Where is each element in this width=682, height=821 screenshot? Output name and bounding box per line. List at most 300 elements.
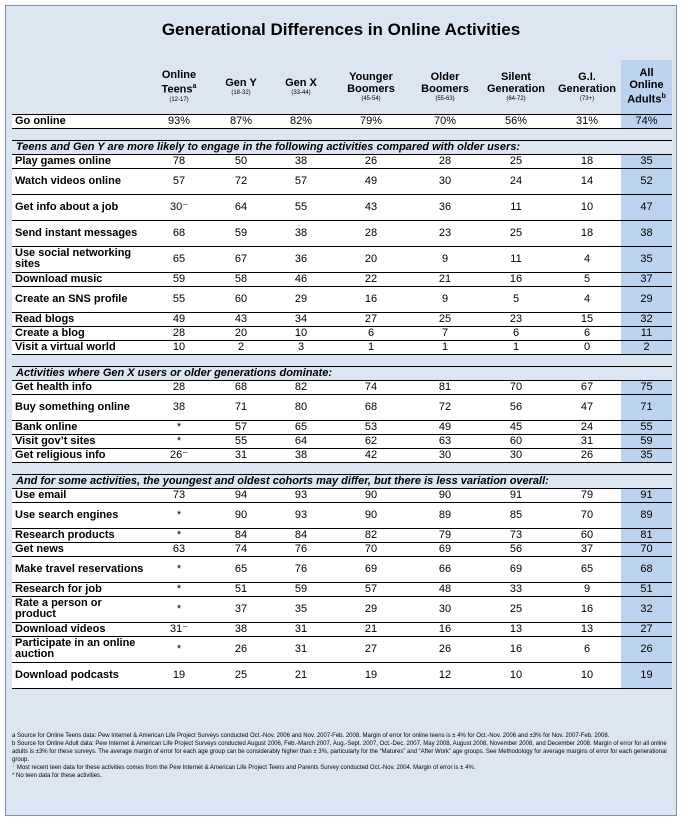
cell-value: 26 bbox=[211, 636, 271, 662]
cell-value: 10 bbox=[479, 662, 553, 688]
table-row bbox=[12, 272, 672, 286]
cell-value: 60 bbox=[211, 286, 271, 312]
cell-value: 0 bbox=[553, 340, 621, 354]
cell-value: 13 bbox=[553, 622, 621, 636]
cell-value: 64 bbox=[271, 434, 331, 448]
column-header-range: (33-44) bbox=[291, 89, 311, 96]
cell-value: 47 bbox=[553, 394, 621, 420]
cell-value: 84 bbox=[211, 528, 271, 542]
cell-value: 25 bbox=[411, 312, 479, 326]
cell-value: * bbox=[147, 528, 211, 542]
cell-value: 68 bbox=[211, 380, 271, 394]
footnotes bbox=[12, 732, 672, 780]
page-title: Generational Differences in Online Activities bbox=[161, 20, 521, 39]
cell-value: 24 bbox=[479, 168, 553, 194]
spacer-cell bbox=[12, 128, 672, 140]
table-row bbox=[12, 528, 672, 542]
cell-value: 6 bbox=[553, 636, 621, 662]
column-header-label: Gen X bbox=[285, 76, 317, 89]
column-header bbox=[147, 60, 211, 114]
cell-value: 51 bbox=[211, 582, 271, 596]
cell-value: 6 bbox=[553, 326, 621, 340]
cell-value: 68 bbox=[331, 394, 411, 420]
cell-value: 29 bbox=[271, 286, 331, 312]
cell-value: 79% bbox=[331, 114, 411, 128]
table-row bbox=[12, 312, 672, 326]
row-label: Download music bbox=[12, 272, 147, 286]
cell-value: 28 bbox=[331, 220, 411, 246]
cell-value: 70 bbox=[331, 542, 411, 556]
cell-value: 31⁻ bbox=[147, 622, 211, 636]
cell-value: 1 bbox=[411, 340, 479, 354]
column-header bbox=[211, 60, 271, 114]
cell-value: 27 bbox=[621, 622, 672, 636]
column-header-range: (55-63) bbox=[435, 95, 455, 102]
row-label: Participate in an online auction bbox=[12, 636, 147, 662]
cell-value: * bbox=[147, 582, 211, 596]
cell-value: 90 bbox=[211, 502, 271, 528]
cell-value: 43 bbox=[331, 194, 411, 220]
cell-value: 94 bbox=[211, 488, 271, 502]
column-header-footnote: a bbox=[192, 83, 197, 91]
row-label: Get info about a job bbox=[12, 194, 147, 220]
cell-value: 31 bbox=[211, 448, 271, 462]
cell-value: 90 bbox=[411, 488, 479, 502]
cell-value: 15 bbox=[553, 312, 621, 326]
section-spacer bbox=[12, 462, 672, 474]
row-label: Visit gov’t sites bbox=[12, 434, 147, 448]
cell-value: 73 bbox=[147, 488, 211, 502]
cell-value: 28 bbox=[147, 380, 211, 394]
column-header-range: (12-17) bbox=[169, 97, 189, 104]
cell-value: 26 bbox=[553, 448, 621, 462]
section-heading-row bbox=[12, 140, 672, 154]
cell-value: 60 bbox=[479, 434, 553, 448]
cell-value: 66 bbox=[411, 556, 479, 582]
cell-value: * bbox=[147, 434, 211, 448]
cell-value: 36 bbox=[271, 246, 331, 272]
cell-value: 74 bbox=[211, 542, 271, 556]
row-label: Rate a person or product bbox=[12, 596, 147, 622]
cell-value: 35 bbox=[621, 154, 672, 168]
column-header-label: Silent Generation bbox=[486, 70, 546, 95]
cell-value: * bbox=[147, 636, 211, 662]
cell-value: 58 bbox=[211, 272, 271, 286]
row-label: Visit a virtual world bbox=[12, 340, 147, 354]
row-label: Create an SNS profile bbox=[12, 286, 147, 312]
cell-value: 48 bbox=[411, 582, 479, 596]
cell-value: 59 bbox=[147, 272, 211, 286]
cell-value: 25 bbox=[479, 154, 553, 168]
cell-value: 36 bbox=[411, 194, 479, 220]
cell-value: 30⁻ bbox=[147, 194, 211, 220]
cell-value: 37 bbox=[211, 596, 271, 622]
cell-value: 38 bbox=[271, 220, 331, 246]
row-label: Bank online bbox=[12, 420, 147, 434]
cell-value: 1 bbox=[331, 340, 411, 354]
cell-value: 70 bbox=[621, 542, 672, 556]
table-row bbox=[12, 194, 672, 220]
cell-value: 52 bbox=[621, 168, 672, 194]
table-row bbox=[12, 622, 672, 636]
footnote: ⁻ Most recent teen data for these activities comes from the Pew Internet & American Life Project Teens and Parents Survey conducted Oct.-Nov. 2004. Margin of error is ± 4%. bbox=[12, 765, 476, 771]
cell-value: 56% bbox=[479, 114, 553, 128]
cell-value: 26 bbox=[331, 154, 411, 168]
column-header-label: G.I. Generation bbox=[557, 70, 617, 95]
cell-value: 29 bbox=[621, 286, 672, 312]
cell-value: 38 bbox=[621, 220, 672, 246]
column-header bbox=[479, 60, 553, 114]
cell-value: 45 bbox=[479, 420, 553, 434]
cell-value: 74 bbox=[331, 380, 411, 394]
cell-value: 82% bbox=[271, 114, 331, 128]
cell-value: 21 bbox=[271, 662, 331, 688]
cell-value: * bbox=[147, 420, 211, 434]
table-row bbox=[12, 220, 672, 246]
cell-value: 60 bbox=[553, 528, 621, 542]
cell-value: 4 bbox=[553, 286, 621, 312]
cell-value: 11 bbox=[621, 326, 672, 340]
column-header bbox=[553, 60, 621, 114]
cell-value: 91 bbox=[479, 488, 553, 502]
cell-value: 30 bbox=[411, 596, 479, 622]
table-frame bbox=[5, 5, 677, 816]
cell-value: 12 bbox=[411, 662, 479, 688]
table-row bbox=[12, 168, 672, 194]
cell-value: 9 bbox=[411, 286, 479, 312]
row-label: Use social networking sites bbox=[12, 246, 147, 272]
cell-value: 4 bbox=[553, 246, 621, 272]
cell-value: 89 bbox=[621, 502, 672, 528]
cell-value: 90 bbox=[331, 488, 411, 502]
table-row bbox=[12, 340, 672, 354]
cell-value: 70 bbox=[479, 380, 553, 394]
row-label: Send instant messages bbox=[12, 220, 147, 246]
cell-value: 11 bbox=[479, 194, 553, 220]
cell-value: 76 bbox=[271, 556, 331, 582]
row-label: Download podcasts bbox=[12, 662, 147, 688]
row-label: Go online bbox=[12, 114, 147, 128]
section-heading: And for some activities, the youngest and oldest cohorts may differ, but there is less variation overall: bbox=[12, 474, 672, 488]
cell-value: 38 bbox=[271, 448, 331, 462]
footnote: a Source for Online Teens data: Pew Internet & American Life Project Surveys conducted Oct.-Nov. 2006 and Nov. 2007-Feb. 2008. Margin of error for online teens is ± 4% for Oct.-Nov. 2006 and ±3% for Nov. 2007-Feb. 2008. bbox=[12, 733, 610, 739]
cell-value: 84 bbox=[271, 528, 331, 542]
cell-value: 59 bbox=[211, 220, 271, 246]
table-row bbox=[12, 420, 672, 434]
cell-value: 24 bbox=[553, 420, 621, 434]
cell-value: 74% bbox=[621, 114, 672, 128]
cell-value: 63 bbox=[411, 434, 479, 448]
row-label: Research products bbox=[12, 528, 147, 542]
cell-value: 21 bbox=[331, 622, 411, 636]
row-label: Read blogs bbox=[12, 312, 147, 326]
table-row bbox=[12, 596, 672, 622]
table-row bbox=[12, 582, 672, 596]
cell-value: 31 bbox=[553, 434, 621, 448]
cell-value: 65 bbox=[553, 556, 621, 582]
cell-value: 30 bbox=[411, 448, 479, 462]
table-row bbox=[12, 636, 672, 662]
table-row bbox=[12, 448, 672, 462]
cell-value: 25 bbox=[479, 596, 553, 622]
cell-value: 68 bbox=[621, 556, 672, 582]
cell-value: 31 bbox=[271, 636, 331, 662]
table-row bbox=[12, 286, 672, 312]
cell-value: 35 bbox=[621, 448, 672, 462]
cell-value: 26 bbox=[621, 636, 672, 662]
cell-value: 30 bbox=[479, 448, 553, 462]
row-label: Use search engines bbox=[12, 502, 147, 528]
cell-value: 59 bbox=[621, 434, 672, 448]
spacer-cell bbox=[12, 462, 672, 474]
column-header-range: (45-54) bbox=[361, 95, 381, 102]
cell-value: 55 bbox=[621, 420, 672, 434]
cell-value: 79 bbox=[411, 528, 479, 542]
cell-value: 18 bbox=[553, 220, 621, 246]
cell-value: 69 bbox=[331, 556, 411, 582]
cell-value: 93 bbox=[271, 488, 331, 502]
cell-value: 25 bbox=[211, 662, 271, 688]
section-heading-row bbox=[12, 366, 672, 380]
cell-value: 30 bbox=[411, 168, 479, 194]
cell-value: 76 bbox=[271, 542, 331, 556]
column-header-range: (73+) bbox=[579, 95, 595, 102]
table-row bbox=[12, 502, 672, 528]
section-heading: Activities where Gen X users or older generations dominate: bbox=[12, 366, 672, 380]
row-label: Get health info bbox=[12, 380, 147, 394]
cell-value: 31% bbox=[553, 114, 621, 128]
cell-value: * bbox=[147, 596, 211, 622]
cell-value: 26 bbox=[411, 636, 479, 662]
cell-value: 67 bbox=[211, 246, 271, 272]
cell-value: 34 bbox=[271, 312, 331, 326]
cell-value: 14 bbox=[553, 168, 621, 194]
cell-value: 70% bbox=[411, 114, 479, 128]
cell-value: 80 bbox=[271, 394, 331, 420]
cell-value: 67 bbox=[553, 380, 621, 394]
cell-value: 71 bbox=[621, 394, 672, 420]
cell-value: 57 bbox=[211, 420, 271, 434]
cell-value: 81 bbox=[621, 528, 672, 542]
cell-value: 47 bbox=[621, 194, 672, 220]
cell-value: 64 bbox=[211, 194, 271, 220]
cell-value: 69 bbox=[479, 556, 553, 582]
cell-value: * bbox=[147, 556, 211, 582]
cell-value: 28 bbox=[147, 326, 211, 340]
cell-value: 82 bbox=[271, 380, 331, 394]
cell-value: 20 bbox=[211, 326, 271, 340]
cell-value: 35 bbox=[621, 246, 672, 272]
cell-value: 59 bbox=[271, 582, 331, 596]
cell-value: 50 bbox=[211, 154, 271, 168]
cell-value: 69 bbox=[411, 542, 479, 556]
cell-value: 56 bbox=[479, 542, 553, 556]
cell-value: 3 bbox=[271, 340, 331, 354]
cell-value: 75 bbox=[621, 380, 672, 394]
cell-value: 19 bbox=[331, 662, 411, 688]
cell-value: 16 bbox=[479, 272, 553, 286]
cell-value: 49 bbox=[147, 312, 211, 326]
cell-value: 23 bbox=[411, 220, 479, 246]
column-header-range: (18-32) bbox=[231, 89, 251, 96]
cell-value: 65 bbox=[147, 246, 211, 272]
cell-value: 55 bbox=[271, 194, 331, 220]
cell-value: 82 bbox=[331, 528, 411, 542]
cell-value: 37 bbox=[621, 272, 672, 286]
section-spacer bbox=[12, 354, 672, 366]
cell-value: 56 bbox=[479, 394, 553, 420]
cell-value: 71 bbox=[211, 394, 271, 420]
table-row bbox=[12, 380, 672, 394]
cell-value: 38 bbox=[211, 622, 271, 636]
cell-value: 6 bbox=[479, 326, 553, 340]
cell-value: 72 bbox=[411, 394, 479, 420]
cell-value: 16 bbox=[411, 622, 479, 636]
cell-value: 63 bbox=[147, 542, 211, 556]
table-row bbox=[12, 434, 672, 448]
cell-value: 10 bbox=[271, 326, 331, 340]
cell-value: 19 bbox=[621, 662, 672, 688]
cell-value: 2 bbox=[211, 340, 271, 354]
cell-value: 73 bbox=[479, 528, 553, 542]
cell-value: 57 bbox=[331, 582, 411, 596]
cell-value: 18 bbox=[553, 154, 621, 168]
cell-value: 19 bbox=[147, 662, 211, 688]
row-label: Download videos bbox=[12, 622, 147, 636]
column-header-label: Younger Boomers bbox=[347, 70, 395, 95]
table-row bbox=[12, 542, 672, 556]
cell-value: * bbox=[147, 502, 211, 528]
section-spacer bbox=[12, 128, 672, 140]
footnote: * No teen data for these activities. bbox=[12, 773, 102, 779]
cell-value: 78 bbox=[147, 154, 211, 168]
cell-value: 79 bbox=[553, 488, 621, 502]
column-header-label: Online Teens bbox=[161, 69, 197, 97]
cell-value: 21 bbox=[411, 272, 479, 286]
cell-value: 93% bbox=[147, 114, 211, 128]
table-row bbox=[12, 488, 672, 502]
cell-value: 49 bbox=[331, 168, 411, 194]
column-header bbox=[271, 60, 331, 114]
cell-value: 93 bbox=[271, 502, 331, 528]
table-row bbox=[12, 154, 672, 168]
cell-value: 49 bbox=[411, 420, 479, 434]
cell-value: 46 bbox=[271, 272, 331, 286]
cell-value: 85 bbox=[479, 502, 553, 528]
column-header-label: Gen Y bbox=[225, 76, 257, 89]
header-blank bbox=[12, 60, 147, 114]
cell-value: 91 bbox=[621, 488, 672, 502]
data-table bbox=[12, 60, 672, 689]
table-row bbox=[12, 662, 672, 688]
cell-value: 68 bbox=[147, 220, 211, 246]
footnote: b Source for Online Adult data: Pew Internet & American Life Project Surveys conducted August 2006, Feb.-March 2007, Aug.-Sept. 2007, Oct.-Dec. 2007, May 2008, August 2008, November 2008, and December 2008. Margin of error for all online adults is ±3% for these surveys. The average margin of error for each age group can be considerably higher than ± 3%, particularly for the “Matures” and “After Work” age groups. See Methodology for average margins of error for each generational group. bbox=[12, 741, 667, 763]
cell-value: 70 bbox=[553, 502, 621, 528]
table-row bbox=[12, 246, 672, 272]
cell-value: 72 bbox=[211, 168, 271, 194]
cell-value: 35 bbox=[271, 596, 331, 622]
cell-value: 33 bbox=[479, 582, 553, 596]
cell-value: 27 bbox=[331, 636, 411, 662]
cell-value: 13 bbox=[479, 622, 553, 636]
cell-value: 38 bbox=[147, 394, 211, 420]
row-label: Get religious info bbox=[12, 448, 147, 462]
go-online-row bbox=[12, 114, 672, 128]
table-row bbox=[12, 326, 672, 340]
column-header-label: Older Boomers bbox=[421, 70, 469, 95]
cell-value: 5 bbox=[479, 286, 553, 312]
cell-value: 81 bbox=[411, 380, 479, 394]
section-heading-row bbox=[12, 474, 672, 488]
row-label: Watch videos online bbox=[12, 168, 147, 194]
cell-value: 65 bbox=[271, 420, 331, 434]
cell-value: 11 bbox=[479, 246, 553, 272]
cell-value: 31 bbox=[271, 622, 331, 636]
cell-value: 16 bbox=[479, 636, 553, 662]
cell-value: 38 bbox=[271, 154, 331, 168]
row-label: Get news bbox=[12, 542, 147, 556]
cell-value: 26⁻ bbox=[147, 448, 211, 462]
cell-value: 42 bbox=[331, 448, 411, 462]
column-header bbox=[621, 60, 672, 114]
cell-value: 37 bbox=[553, 542, 621, 556]
row-label: Buy something online bbox=[12, 394, 147, 420]
cell-value: 16 bbox=[553, 596, 621, 622]
cell-value: 6 bbox=[331, 326, 411, 340]
cell-value: 55 bbox=[147, 286, 211, 312]
row-label: Make travel reservations bbox=[12, 556, 147, 582]
cell-value: 43 bbox=[211, 312, 271, 326]
cell-value: 7 bbox=[411, 326, 479, 340]
column-header-label: All Online Adults bbox=[627, 67, 664, 107]
column-header-range: (64-72) bbox=[506, 95, 526, 102]
cell-value: 87% bbox=[211, 114, 271, 128]
cell-value: 9 bbox=[553, 582, 621, 596]
column-header bbox=[411, 60, 479, 114]
cell-value: 2 bbox=[621, 340, 672, 354]
cell-value: 32 bbox=[621, 596, 672, 622]
cell-value: 62 bbox=[331, 434, 411, 448]
row-label: Research for job bbox=[12, 582, 147, 596]
section-heading: Teens and Gen Y are more likely to engage in the following activities compared with older users: bbox=[12, 140, 672, 154]
header-row bbox=[12, 60, 672, 114]
cell-value: 57 bbox=[147, 168, 211, 194]
cell-value: 32 bbox=[621, 312, 672, 326]
column-header-footnote: b bbox=[661, 93, 666, 101]
cell-value: 51 bbox=[621, 582, 672, 596]
table-row bbox=[12, 394, 672, 420]
cell-value: 16 bbox=[331, 286, 411, 312]
cell-value: 10 bbox=[553, 194, 621, 220]
row-label: Use email bbox=[12, 488, 147, 502]
cell-value: 10 bbox=[553, 662, 621, 688]
cell-value: 9 bbox=[411, 246, 479, 272]
spacer-cell bbox=[12, 354, 672, 366]
column-header bbox=[331, 60, 411, 114]
cell-value: 29 bbox=[331, 596, 411, 622]
cell-value: 27 bbox=[331, 312, 411, 326]
cell-value: 25 bbox=[479, 220, 553, 246]
cell-value: 90 bbox=[331, 502, 411, 528]
table-row bbox=[12, 556, 672, 582]
cell-value: 23 bbox=[479, 312, 553, 326]
cell-value: 5 bbox=[553, 272, 621, 286]
cell-value: 10 bbox=[147, 340, 211, 354]
cell-value: 28 bbox=[411, 154, 479, 168]
cell-value: 57 bbox=[271, 168, 331, 194]
row-label: Play games online bbox=[12, 154, 147, 168]
cell-value: 53 bbox=[331, 420, 411, 434]
